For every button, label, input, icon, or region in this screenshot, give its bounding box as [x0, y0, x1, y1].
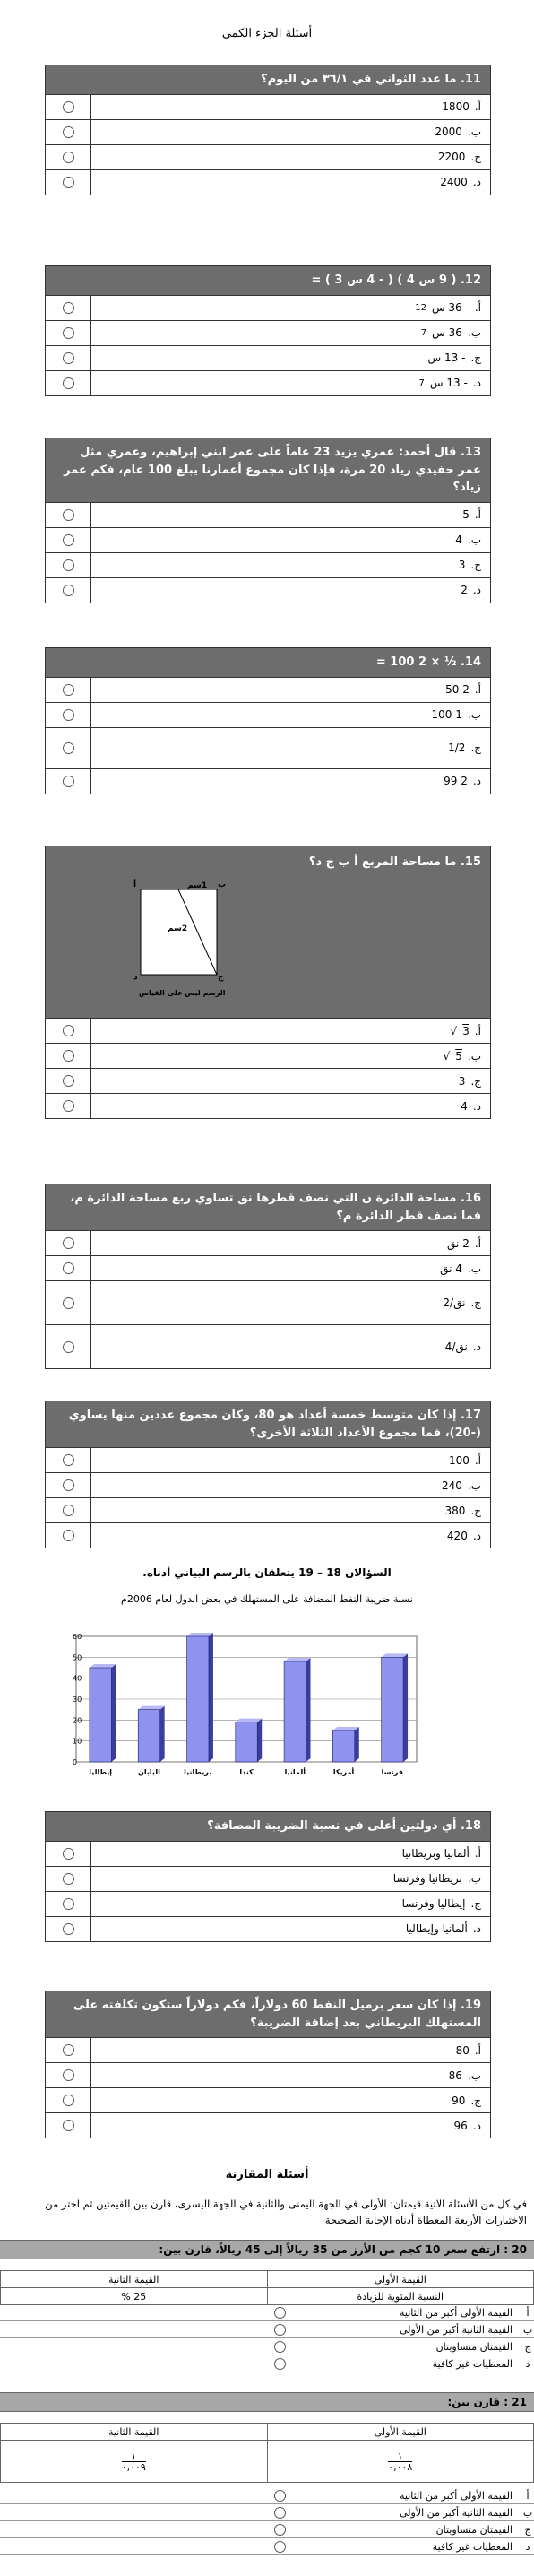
option-text: 5: [455, 1049, 462, 1062]
option-radio[interactable]: [63, 177, 74, 188]
option-text: 4 نق: [440, 1262, 462, 1275]
second-value-label: القيمة الثانية: [1, 2271, 268, 2288]
comparison-choice[interactable]: أ القيمة الأولى أكبر من الثانية: [0, 2304, 534, 2321]
x-tick-label: ألمانيا: [284, 1768, 306, 1776]
y-tick-label: 50: [73, 1653, 82, 1662]
question-11: 11. ما عدد الثواني في ٣٦/١ من اليوم؟ أ. 1800 ب. 2000 ج. 2200 د. 2400: [45, 65, 491, 195]
bar: [138, 1710, 159, 1762]
option-text: - 36 س: [431, 301, 469, 314]
option-radio[interactable]: [63, 1848, 74, 1860]
bar: [382, 1657, 403, 1762]
bar-top: [90, 1664, 116, 1668]
question-header: 17. إذا كان متوسط خمسة أعداد هو 80، وكان مجموع عددين منها يساوي (-20)، فما مجموع الأعداد الثلاثة الأخرى؟: [46, 1401, 490, 1448]
x-tick-label: فرنسا: [381, 1768, 404, 1776]
y-tick-label: 40: [73, 1674, 82, 1683]
option-radio[interactable]: [63, 1530, 74, 1541]
bar-top: [236, 1719, 262, 1722]
question-header: 16. مساحة الدائرة ن التي نصف قطرها نق تساوي ربع مساحة الدائرة م، فما نصف قطر الدائرة م؟: [46, 1184, 490, 1231]
comparison-intro: في كل من الأسئلة الآتية قيمتان: الأولى في الجهة اليمنى والثانية في الجهة اليسرى، قارن بين القيمتين ثم اختر من الاختيارات الأربعة المعطاة أدناه الإجابة الصحيحة: [45, 2198, 527, 2226]
option-radio[interactable]: [63, 2069, 74, 2081]
second-value-label: القيمة الثانية: [1, 2424, 268, 2441]
option-text: - 13 س: [429, 377, 468, 389]
option-text: - 13 س: [427, 351, 466, 364]
option-text: 2: [461, 584, 468, 596]
chart-subtitle: نسبة ضريبة النفط المضافة على المستهلك في بعض الدول لعام 2006م: [121, 1593, 413, 1605]
first-value: $\frac{١}{٠,٠٠٨}$: [267, 2441, 534, 2483]
bar-side: [403, 1653, 408, 1762]
bar-top: [138, 1706, 164, 1710]
choice-radio[interactable]: [274, 2358, 286, 2370]
x-tick-label: أمريكا: [332, 1768, 355, 1776]
comparison-choices-21: [0, 2487, 534, 2555]
option-radio[interactable]: [63, 101, 74, 113]
question-15: 15. ما مساحة المربع أ ب ج د؟ أ ب ج د 1سم 2سم الرسم ليس على القياس أ. 3 √ ب. 5 √ ج. 3 د. 4: [45, 846, 491, 1119]
option-text: 4: [461, 1099, 468, 1113]
option-radio[interactable]: [63, 152, 74, 163]
question-header: 15. ما مساحة المربع أ ب ج د؟ أ ب ج د 1سم 2سم الرسم ليس على القياس: [46, 846, 490, 1019]
second-value: 25 %: [1, 2288, 268, 2305]
second-value: $\frac{١}{٠,٠٠٩}$: [1, 2441, 268, 2483]
option-text: 4: [455, 533, 462, 546]
option-text: 240: [441, 1479, 462, 1492]
option-radio[interactable]: [63, 684, 74, 696]
option-radio[interactable]: [63, 534, 74, 546]
option-radio[interactable]: [63, 302, 74, 314]
option-radio[interactable]: [63, 1237, 74, 1249]
option-text: 3: [458, 1074, 466, 1088]
bar-chart: [49, 1627, 444, 1789]
choice-radio[interactable]: [274, 2490, 286, 2502]
first-value-label: القيمة الأولى: [267, 2424, 534, 2441]
option-text: 80: [455, 2043, 469, 2057]
option-radio[interactable]: [63, 377, 74, 389]
y-tick-label: 0: [73, 1758, 78, 1766]
question-18: 18. أي دولتين أعلى في نسبة الضريبة المضافة؟ أ. ألمانيا وبريطانيا ب. بريطانيا وفرنسا ج. إيطاليا وفرنسا د. ألمانيا وإيطاليا: [45, 1811, 491, 1942]
choice-radio[interactable]: [274, 2524, 286, 2536]
option-text: 2400: [440, 176, 468, 188]
option-radio[interactable]: [63, 1505, 74, 1516]
comparison-title: أسئلة المقارنة: [225, 2168, 309, 2181]
bar: [187, 1636, 209, 1762]
bar: [90, 1668, 111, 1762]
question-13: 13. قال أحمد: عمري يزيد 23 عاماً على عمر ابني إبراهيم، وعمري مثل عمر حفيدي زياد 20 مرة، فإذا كان مجموع أعمارنا يبلغ 100 عام، فكم عمر زياد؟ أ. 5 ب. 4 ج. 3 د. 2: [45, 438, 491, 603]
comparison-question-21: 21 : قارن بين:: [0, 2392, 534, 2412]
bar: [236, 1722, 257, 1762]
square-figure: أ ب ج د 1سم 2سم الرسم ليس على القياس: [134, 880, 227, 997]
question-16: 16. مساحة الدائرة ن التي نصف قطرها نق تساوي ربع مساحة الدائرة م، فما نصف قطر الدائرة م؟ أ. 2 نق ب. 4 نق ج. نق/2 د. نق/4: [45, 1184, 491, 1369]
option-text: 90: [452, 2094, 466, 2107]
option-text: 36 س: [432, 326, 462, 339]
option-radio[interactable]: [63, 709, 74, 721]
question-header: 13. قال أحمد: عمري يزيد 23 عاماً على عمر ابني إبراهيم، وعمري مثل عمر حفيدي زياد 20 مرة، فإذا كان مجموع أعمارنا يبلغ 100 عام، فكم عمر زياد؟: [46, 438, 490, 503]
option-text: إيطاليا وفرنسا: [401, 1897, 466, 1910]
option-text: نق/4: [444, 1340, 468, 1353]
bar: [332, 1730, 354, 1762]
option-text: 420: [446, 1529, 468, 1542]
option-radio[interactable]: [63, 1075, 74, 1087]
x-tick-label: اليابان: [137, 1768, 160, 1776]
option-radio[interactable]: [63, 2095, 74, 2106]
option-text: 86: [448, 2069, 462, 2082]
question-header: 11. ما عدد الثواني في ٣٦/١ من اليوم؟: [46, 65, 490, 95]
option-text: 3: [458, 559, 466, 571]
option-radio[interactable]: [63, 1873, 74, 1885]
option-text: 1 100: [431, 708, 462, 721]
bar-side: [209, 1633, 213, 1762]
option-text: ألمانيا وبريطانيا: [401, 1847, 469, 1860]
first-value-label: القيمة الأولى: [267, 2271, 534, 2288]
bar: [284, 1661, 306, 1762]
option-radio[interactable]: [63, 352, 74, 364]
comparison-choice[interactable]: ج القيمتان متساويتان: [0, 2338, 534, 2355]
comparison-choice[interactable]: ب القيمة الثانية أكبر من الأولى: [0, 2321, 534, 2338]
comparison-choice[interactable]: ج القيمتان متساويتان: [0, 2521, 534, 2538]
x-tick-label: بريطانيا: [184, 1768, 212, 1776]
bar-top: [187, 1633, 213, 1636]
option-radio[interactable]: [63, 776, 74, 787]
y-tick-label: 10: [73, 1737, 82, 1746]
comparison-choice[interactable]: أ القيمة الأولى أكبر من الثانية: [0, 2487, 534, 2504]
option-radio[interactable]: [63, 559, 74, 571]
bar-side: [111, 1664, 116, 1762]
option-text: 2200: [437, 151, 466, 163]
option-text: 1800: [442, 100, 469, 113]
question-header: 14. ½ × 2 100 =: [46, 648, 490, 678]
option-radio[interactable]: [63, 1923, 74, 1935]
question-14: 14. ½ × 2 100 = أ. 2 50 ب. 1 100 ج. 1/2 د. 2 99: [45, 647, 491, 794]
comparison-table-21: [0, 2423, 534, 2483]
option-text: 2 نق: [447, 1236, 469, 1250]
bar-side: [160, 1706, 165, 1762]
comparison-question-20: 20 : ارتفع سعر 10 كجم من الأرز من 35 ريالاً إلى 45 ريالاً، قارن بين:: [0, 2240, 534, 2259]
y-tick-label: 20: [73, 1716, 82, 1725]
option-radio[interactable]: [63, 1479, 74, 1491]
option-radio[interactable]: [63, 1341, 74, 1353]
option-text: 100: [448, 1453, 469, 1467]
option-radio[interactable]: [63, 742, 74, 754]
x-tick-label: إيطاليا: [89, 1768, 113, 1776]
bar-top: [332, 1727, 358, 1730]
bar-side: [306, 1658, 311, 1762]
comparison-table-20: [0, 2270, 534, 2305]
x-tick-label: كندا: [239, 1768, 254, 1776]
question-19: 19. إذا كان سعر برميل النفط 60 دولاراً، فكم دولاراً ستكون تكلفته على المستهلك البريطاني بعد إضافة الضريبة؟ أ. 80 ب. 86 ج. 90 د. 96: [45, 1991, 491, 2138]
option-radio[interactable]: [63, 1025, 74, 1036]
option-text: بريطانيا وفرنسا: [392, 1872, 462, 1885]
comparison-choice[interactable]: د المعطيات غير كافية: [0, 2538, 534, 2555]
option-radio[interactable]: [63, 1454, 74, 1466]
y-tick-label: 30: [73, 1696, 82, 1704]
bar-side: [257, 1719, 262, 1762]
option-text: نق/2: [443, 1297, 466, 1309]
option-radio[interactable]: [63, 2044, 74, 2056]
question-12: 12. ( 9 س 4 ) ( - 4 س 3 ) = أ. - 36 س 12 ب. 36 س 7 ج. - 13 س د. - 13 س 7: [45, 265, 491, 396]
bar-top: [382, 1653, 408, 1657]
choice-radio[interactable]: [274, 2507, 286, 2519]
question-17: 17. إذا كان متوسط خمسة أعداد هو 80، وكان مجموع عددين منها يساوي (-20)، فما مجموع الأعداد الثلاثة الأخرى؟ أ. 100 ب. 240 ج. 380 د. 420: [45, 1401, 491, 1548]
question-header: 12. ( 9 س 4 ) ( - 4 س 3 ) =: [46, 266, 490, 296]
page-title: أسئلة الجزء الكمي: [221, 27, 313, 40]
option-radio[interactable]: [63, 1297, 74, 1309]
option-text: 1/2: [448, 742, 466, 754]
option-radio[interactable]: [63, 1050, 74, 1062]
choice-radio[interactable]: [274, 2324, 286, 2336]
question-header: 19. إذا كان سعر برميل النفط 60 دولاراً، فكم دولاراً ستكون تكلفته على المستهلك البريطاني بعد إضافة الضريبة؟: [46, 1991, 490, 2038]
option-text: 3: [462, 1024, 469, 1037]
option-radio[interactable]: [63, 2120, 74, 2131]
option-text: 2000: [435, 126, 462, 138]
y-tick-label: 60: [73, 1633, 82, 1641]
choice-radio[interactable]: [274, 2541, 286, 2553]
option-radio[interactable]: [63, 1100, 74, 1112]
bar-top: [284, 1658, 310, 1661]
option-radio[interactable]: [63, 585, 74, 596]
option-text: 2 50: [445, 683, 469, 696]
comparison-choice[interactable]: ب القيمة الثانية أكبر من الأولى: [0, 2504, 534, 2521]
choice-radio[interactable]: [274, 2341, 286, 2353]
option-radio[interactable]: [63, 327, 74, 339]
question-header: 18. أي دولتين أعلى في نسبة الضريبة المضافة؟: [46, 1812, 490, 1842]
option-radio[interactable]: [63, 1262, 74, 1274]
bar-side: [355, 1727, 359, 1762]
first-value: النسبة المئوية للزيادة: [267, 2288, 534, 2305]
option-text: 2 99: [444, 775, 468, 787]
choice-radio[interactable]: [274, 2307, 286, 2319]
option-radio[interactable]: [63, 509, 74, 521]
chart-heading: السؤالان 18 – 19 يتعلقان بالرسم البياني أدناه.: [142, 1566, 392, 1579]
comparison-choice[interactable]: د المعطيات غير كافية: [0, 2355, 534, 2372]
comparison-choices-20: [0, 2304, 534, 2372]
option-radio[interactable]: [63, 126, 74, 138]
option-text: 380: [444, 1504, 466, 1517]
option-text: ألمانيا وإيطاليا: [405, 1922, 468, 1935]
option-text: 96: [453, 2119, 468, 2132]
option-text: 5: [462, 508, 469, 521]
option-radio[interactable]: [63, 1898, 74, 1910]
